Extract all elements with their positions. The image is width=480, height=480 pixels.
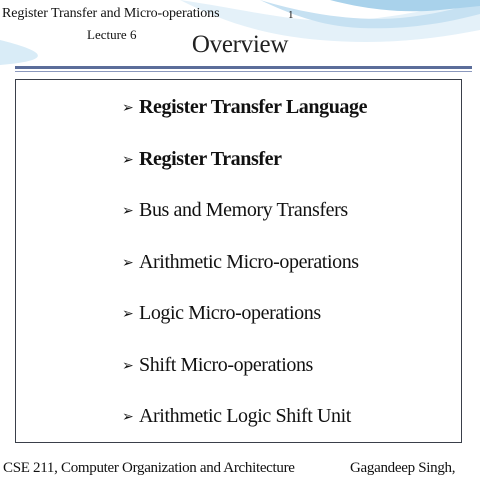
arrow-bullet-icon: ➢	[122, 100, 134, 116]
arrow-bullet-icon: ➢	[122, 203, 134, 219]
bullet-item	[122, 251, 462, 303]
footer-course: CSE 211, Computer Organization and Architecture	[3, 460, 295, 476]
bullet-item	[122, 302, 462, 354]
bullet-text: Register Transfer	[139, 147, 282, 170]
bullet-item	[122, 354, 462, 406]
bullet-text: Bus and Memory Transfers	[139, 199, 348, 221]
bullet-text: Register Transfer Language	[139, 96, 368, 118]
bullet-item	[122, 148, 462, 200]
bullet-text: Arithmetic Micro-operations	[139, 250, 359, 273]
presentation-header: Register Transfer and Micro-operations	[2, 6, 220, 21]
page-number: 1	[288, 9, 294, 21]
title-rule-thin	[15, 71, 472, 72]
arrow-bullet-icon: ➢	[122, 254, 134, 271]
bullet-item	[122, 199, 462, 251]
bullet-item	[122, 405, 462, 457]
bullet-text: Shift Micro-operations	[139, 353, 313, 376]
arrow-bullet-icon: ➢	[122, 357, 134, 374]
title-rule	[15, 66, 472, 69]
bullet-text: Logic Micro-operations	[139, 302, 321, 324]
bullet-list	[122, 96, 462, 457]
bullet-item	[122, 96, 462, 148]
footer-author: Gagandeep Singh,	[350, 460, 456, 476]
lecture-label: Lecture 6	[87, 27, 137, 42]
slide-title: Overview	[191, 31, 289, 58]
arrow-bullet-icon: ➢	[122, 306, 134, 322]
arrow-bullet-icon: ➢	[122, 151, 134, 168]
arrow-bullet-icon: ➢	[122, 409, 134, 425]
bullet-text: Arithmetic Logic Shift Unit	[139, 405, 351, 427]
